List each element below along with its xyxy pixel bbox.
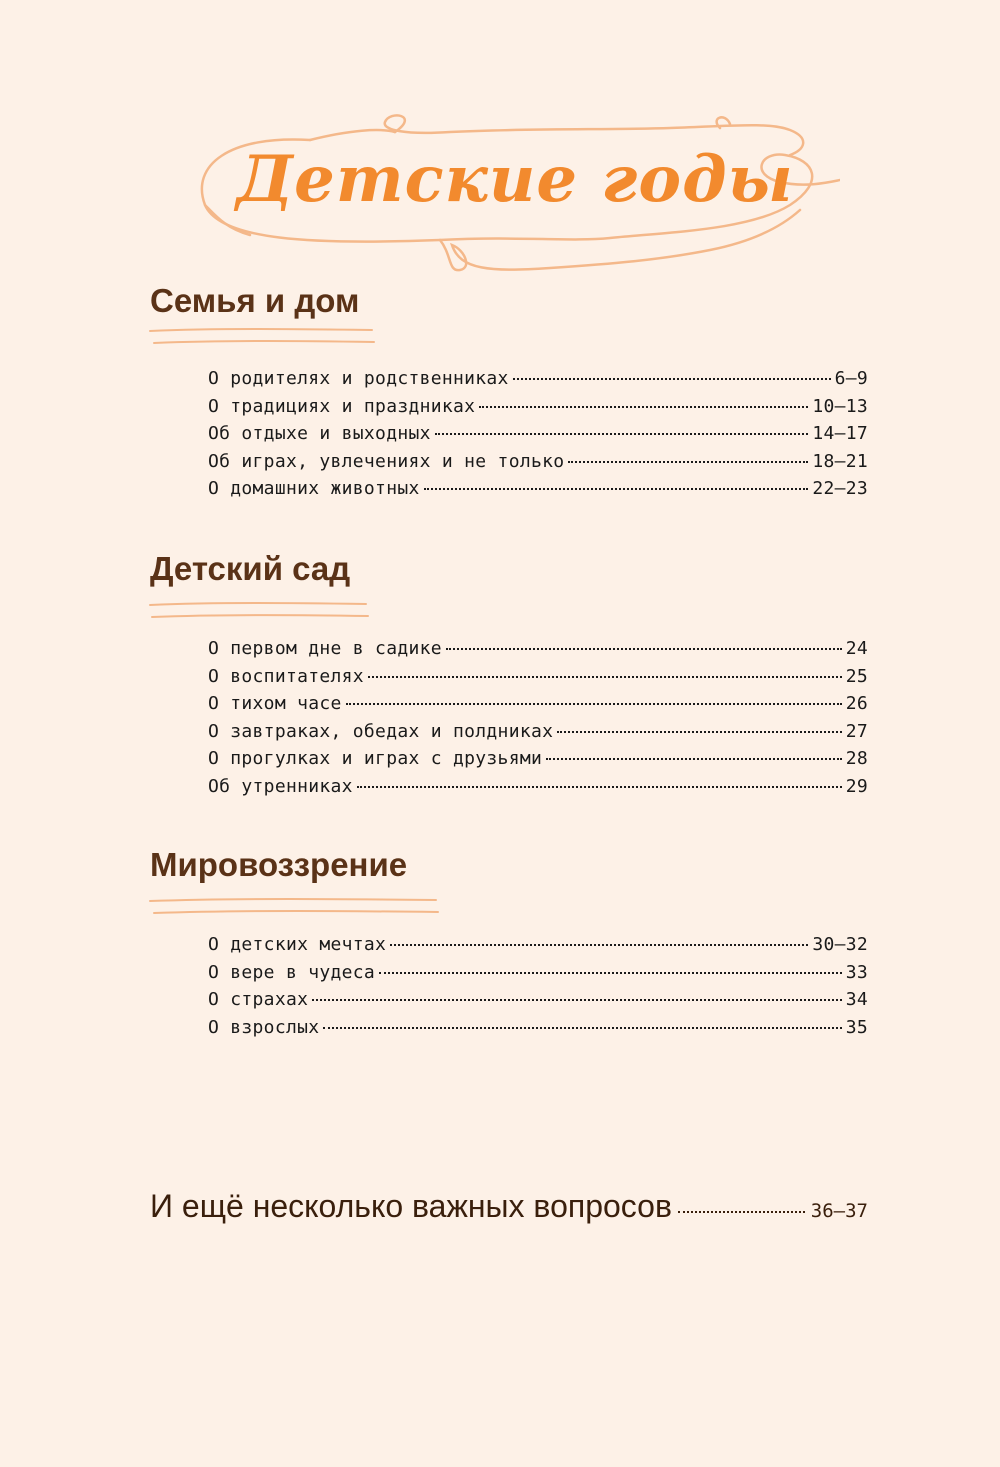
dot-leader (678, 1211, 805, 1213)
section-underline (148, 600, 378, 622)
toc-list-kindergarten (208, 638, 868, 803)
dot-leader (479, 406, 808, 408)
dot-leader (568, 461, 808, 463)
toc-item-pages: 34 (845, 989, 868, 1010)
toc-item-pages: 29 (845, 775, 868, 797)
section-title-kindergarten: Детский сад (150, 550, 351, 587)
toc-item-title: О прогулках и играх с друзьями (208, 748, 543, 769)
toc-item-title: О взрослых (208, 1016, 320, 1038)
dot-leader (424, 488, 809, 490)
toc-item-pages: 26 (845, 693, 868, 714)
toc-extra-title: И ещё несколько важных вопросов (150, 1188, 672, 1224)
toc-item (208, 368, 868, 396)
toc-item (208, 396, 868, 424)
toc-item-pages: 6–9 (834, 368, 868, 389)
toc-list-family (208, 368, 868, 506)
section-underline (148, 326, 378, 348)
toc-item-pages: 33 (845, 961, 868, 983)
toc-item (208, 934, 868, 962)
toc-item (208, 962, 868, 990)
dot-leader (346, 703, 842, 705)
dot-leader (390, 944, 808, 946)
toc-item (208, 451, 868, 479)
toc-item-pages: 22–23 (812, 478, 868, 499)
toc-item (208, 721, 868, 749)
toc-extra-pages: 36–37 (810, 1200, 868, 1222)
toc-item-pages: 24 (845, 638, 868, 659)
toc-item (208, 1017, 868, 1045)
toc-item-title: О домашних животных (208, 478, 420, 499)
toc-item-title: Об утренниках (208, 775, 353, 797)
dot-leader (513, 378, 831, 380)
toc-item-pages: 25 (845, 665, 868, 687)
toc-item-title: О завтраках, обедах и полдниках (208, 720, 554, 742)
toc-item-title: О родителях и родственниках (208, 368, 509, 389)
section-title-family: Семья и дом (150, 282, 360, 319)
section-underline (148, 896, 443, 918)
toc-extra-item (150, 1188, 868, 1225)
toc-item-pages: 27 (845, 720, 868, 742)
toc-item-pages: 28 (845, 748, 868, 769)
toc-item (208, 776, 868, 804)
toc-item (208, 693, 868, 721)
toc-item-title: О страхах (208, 989, 309, 1010)
toc-item (208, 478, 868, 506)
dot-leader (546, 758, 842, 760)
toc-item-title: О первом дне в садике (208, 638, 442, 659)
dot-leader (312, 999, 841, 1001)
toc-item-pages: 35 (845, 1016, 868, 1038)
dot-leader (435, 433, 809, 435)
dot-leader (446, 648, 842, 650)
toc-item-title: О детских мечтах (208, 934, 387, 955)
toc-item (208, 989, 868, 1017)
toc-item-title: О воспитателях (208, 665, 364, 687)
dot-leader (557, 731, 841, 733)
toc-list-worldview (208, 934, 868, 1044)
toc-item-pages: 30–32 (812, 934, 868, 955)
toc-item-title: Об играх, увлечениях и не только (208, 450, 565, 472)
toc-item-title: О тихом часе (208, 693, 342, 714)
dot-leader (323, 1027, 841, 1029)
section-title-worldview: Мировоззрение (150, 846, 408, 883)
dot-leader (379, 972, 842, 974)
toc-item-title: О вере в чудеса (208, 961, 376, 983)
page-title: Детские годы (236, 142, 794, 217)
toc-item (208, 638, 868, 666)
toc-item-pages: 18–21 (812, 450, 868, 472)
toc-item-pages: 10–13 (812, 395, 868, 417)
toc-item (208, 666, 868, 694)
toc-item (208, 423, 868, 451)
title-banner (190, 110, 840, 280)
toc-item-title: О традициях и праздниках (208, 395, 476, 417)
dot-leader (368, 676, 842, 678)
toc-item-pages: 14–17 (812, 423, 868, 444)
dot-leader (357, 786, 842, 788)
toc-item (208, 748, 868, 776)
toc-item-title: Об отдыхе и выходных (208, 423, 431, 444)
